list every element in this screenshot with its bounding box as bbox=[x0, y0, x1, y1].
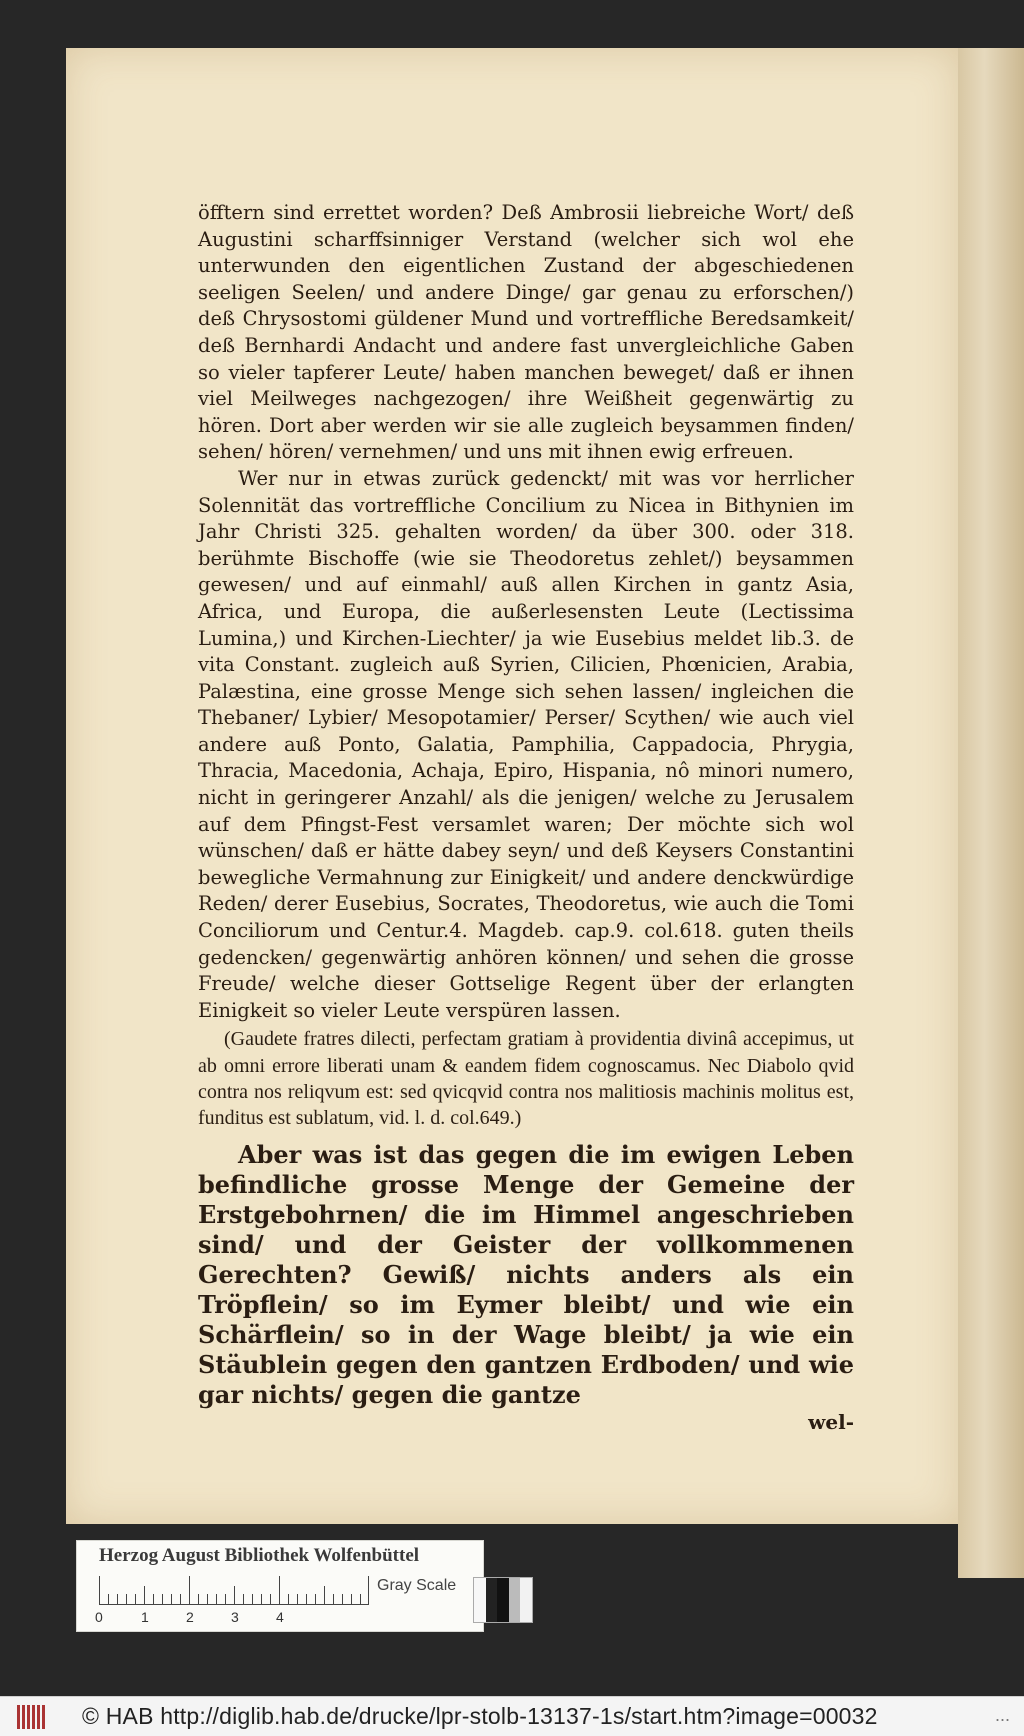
scale-label-2: 2 bbox=[186, 1609, 194, 1625]
page-text bbox=[198, 200, 854, 1434]
paragraph-3: Aber was ist das gegen die im ewigen Leben befindliche grosse Menge der Gemeine der Erstgebohrnen/ die im Himmel angeschrieben sind/ und der Geister der vollkommenen Gerechten? Gewiß/ nichts anders als ein Tröpflein/ so im Eymer bleibt/ und wie ein Schärflein/ so in der Wage bleibt/ ja wie ein Stäublein gegen den gantzen Erdboden/ und wie gar nichts/ gegen die gantze bbox=[198, 1139, 854, 1409]
ruler-scale bbox=[99, 1577, 369, 1605]
more-icon[interactable]: ... bbox=[994, 1705, 1010, 1725]
scale-label-4: 4 bbox=[276, 1609, 284, 1625]
hab-logo-icon bbox=[6, 1700, 56, 1734]
footer-link[interactable]: © HAB http://diglib.hab.de/drucke/lpr-stolb-13137-1s/start.htm?image=00032 bbox=[82, 1703, 878, 1729]
card-title: Herzog August Bibliothek Wolfenbüttel bbox=[99, 1545, 420, 1566]
paragraph-1: öfftern sind errettet worden? Deß Ambrosii liebreiche Wort/ deß Augustini scharffsinniger Verstand (welcher sich wol ehe unterwunden den eigentlichen Zustand der abgeschiedenen seeligen Seelen/ und andere Dinge/ gar genau zu erforschen/) deß Chrysostomi güldener Mund und vortreffliche Beredsamkeit/ deß Bernhardi Andacht und andere fast unvergleichliche Gaben so vieler tapferer Leute/ haben manchen beweget/ daß er ihnen viel Meilweges nachgezogen/ ihre Weißheit gegenwärtig zu hören. Dort aber werden wir sie alle zugleich beysammen finden/ sehen/ hören/ vernehmen/ und uns mit ihnen ewig erfreuen. bbox=[198, 201, 854, 464]
footer-bar bbox=[0, 1696, 1024, 1736]
scale-label-0: 0 bbox=[95, 1609, 103, 1625]
color-calibration-card bbox=[76, 1540, 484, 1632]
next-page-edge bbox=[958, 48, 1024, 1578]
gray-scale-label: Gray Scale bbox=[377, 1577, 457, 1594]
scale-label-1: 1 bbox=[141, 1609, 149, 1625]
paragraph-2: Wer nur in etwas zurück gedenckt/ mit was vor herrlicher Solennität das vortreffliche Concilium zu Nicea in Bithynien im Jahr Christi 325. gehalten worden/ da über 300. oder 318. berühmte Bischoffe (wie sie Theodoretus zehlet/) beysammen gewesen/ und auf einmahl/ auß allen Kirchen in gantz Asia, Africa, und Europa, die außerlesensten Leute (Lectissima Lumina,) und Kirchen-Liechter/ ja wie Eusebius meldet lib.3. de vita Constant. zugleich auß Syrien, Cilicien, Phœnicien, Arabia, Palæstina, eine grosse Menge sich sehen lassen/ ingleichen die Thebaner/ Lybier/ Mesopotamier/ Perser/ Scythen/ wie auch viel andere auß Ponto, Galatia, Pamphilia, Cappadocia, Phrygia, Thracia, Macedonia, Achaja, Epiro, Hispania, nô minori numero, nicht in geringerer Anzahl/ als die jenigen/ welche zu Jerusalem auf dem Pfingst-Fest versamlet waren; Der möchte sich wol wünschen/ daß er hätte dabey seyn/ und deß Keysers Constantini bewegliche Vermahnung zur Einigkeit/ und andere denckwürdige Reden/ derer Eusebius, Socrates, Theodoretus, wie auch die Tomi Conciliorum und Centur.4. Magdeb. cap.9. col.618. guten theils gedencken/ gegenwärtig anhören können/ und sehen die grosse Freude/ welche dieser Gottselige Regent über der erlangten Einigkeit so vieler Leute verspüren lassen. bbox=[198, 466, 854, 1022]
scale-label-3: 3 bbox=[231, 1609, 239, 1625]
gray-scale-swatch bbox=[473, 1577, 533, 1623]
catchword: wel- bbox=[808, 1409, 854, 1434]
paragraph-latin-quote: (Gaudete fratres dilecti, perfectam gratiam à providentia divinâ accepimus, ut ab omni errore liberati unam & eandem fidem cognoscamus. Nec Diabolo qvid contra nos reliqvum est: sed qvicqvid contra nos malitiosis machinis molitus est, funditus est sublatum, vid. l. d. col.649.) bbox=[198, 1028, 854, 1130]
